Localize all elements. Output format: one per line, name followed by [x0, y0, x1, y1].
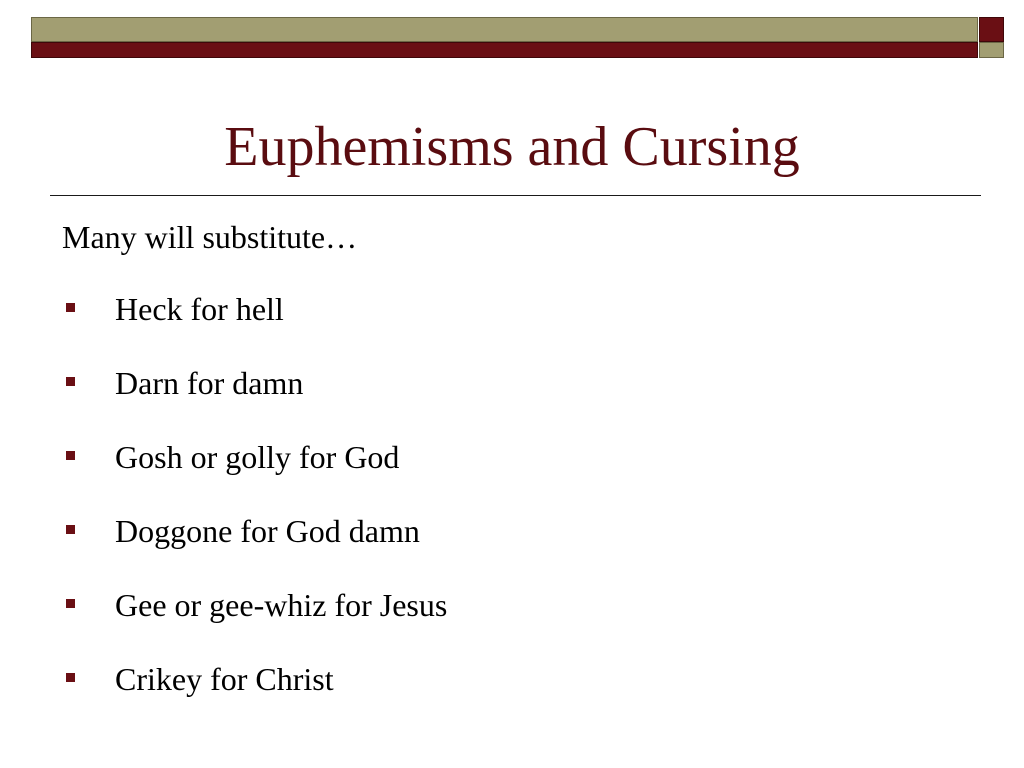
corner-square-olive	[979, 42, 1004, 58]
bullet-text: Crikey for Christ	[115, 661, 334, 697]
square-bullet-icon	[66, 377, 75, 386]
square-bullet-icon	[66, 451, 75, 460]
bullet-text: Gee or gee-whiz for Jesus	[115, 587, 448, 623]
slide-title: Euphemisms and Cursing	[224, 116, 800, 178]
bullet-item	[0, 584, 900, 658]
title-divider	[50, 195, 981, 196]
bullet-text: Gosh or golly for God	[115, 439, 400, 475]
bullet-text: Darn for damn	[115, 365, 304, 401]
header-bar-olive	[31, 17, 978, 42]
square-bullet-icon	[66, 599, 75, 608]
bullet-item	[0, 288, 900, 362]
square-bullet-icon	[66, 673, 75, 682]
bullet-item	[0, 436, 900, 510]
bullet-text: Heck for hell	[115, 291, 284, 327]
square-bullet-icon	[66, 303, 75, 312]
corner-square-maroon	[979, 17, 1004, 42]
bullet-list	[0, 288, 900, 732]
intro-text: Many will substitute…	[62, 219, 358, 255]
header-bar-maroon	[31, 42, 978, 58]
bullet-text: Doggone for God damn	[115, 513, 420, 549]
bullet-item	[0, 362, 900, 436]
bullet-item	[0, 510, 900, 584]
square-bullet-icon	[66, 525, 75, 534]
bullet-item	[0, 658, 900, 732]
